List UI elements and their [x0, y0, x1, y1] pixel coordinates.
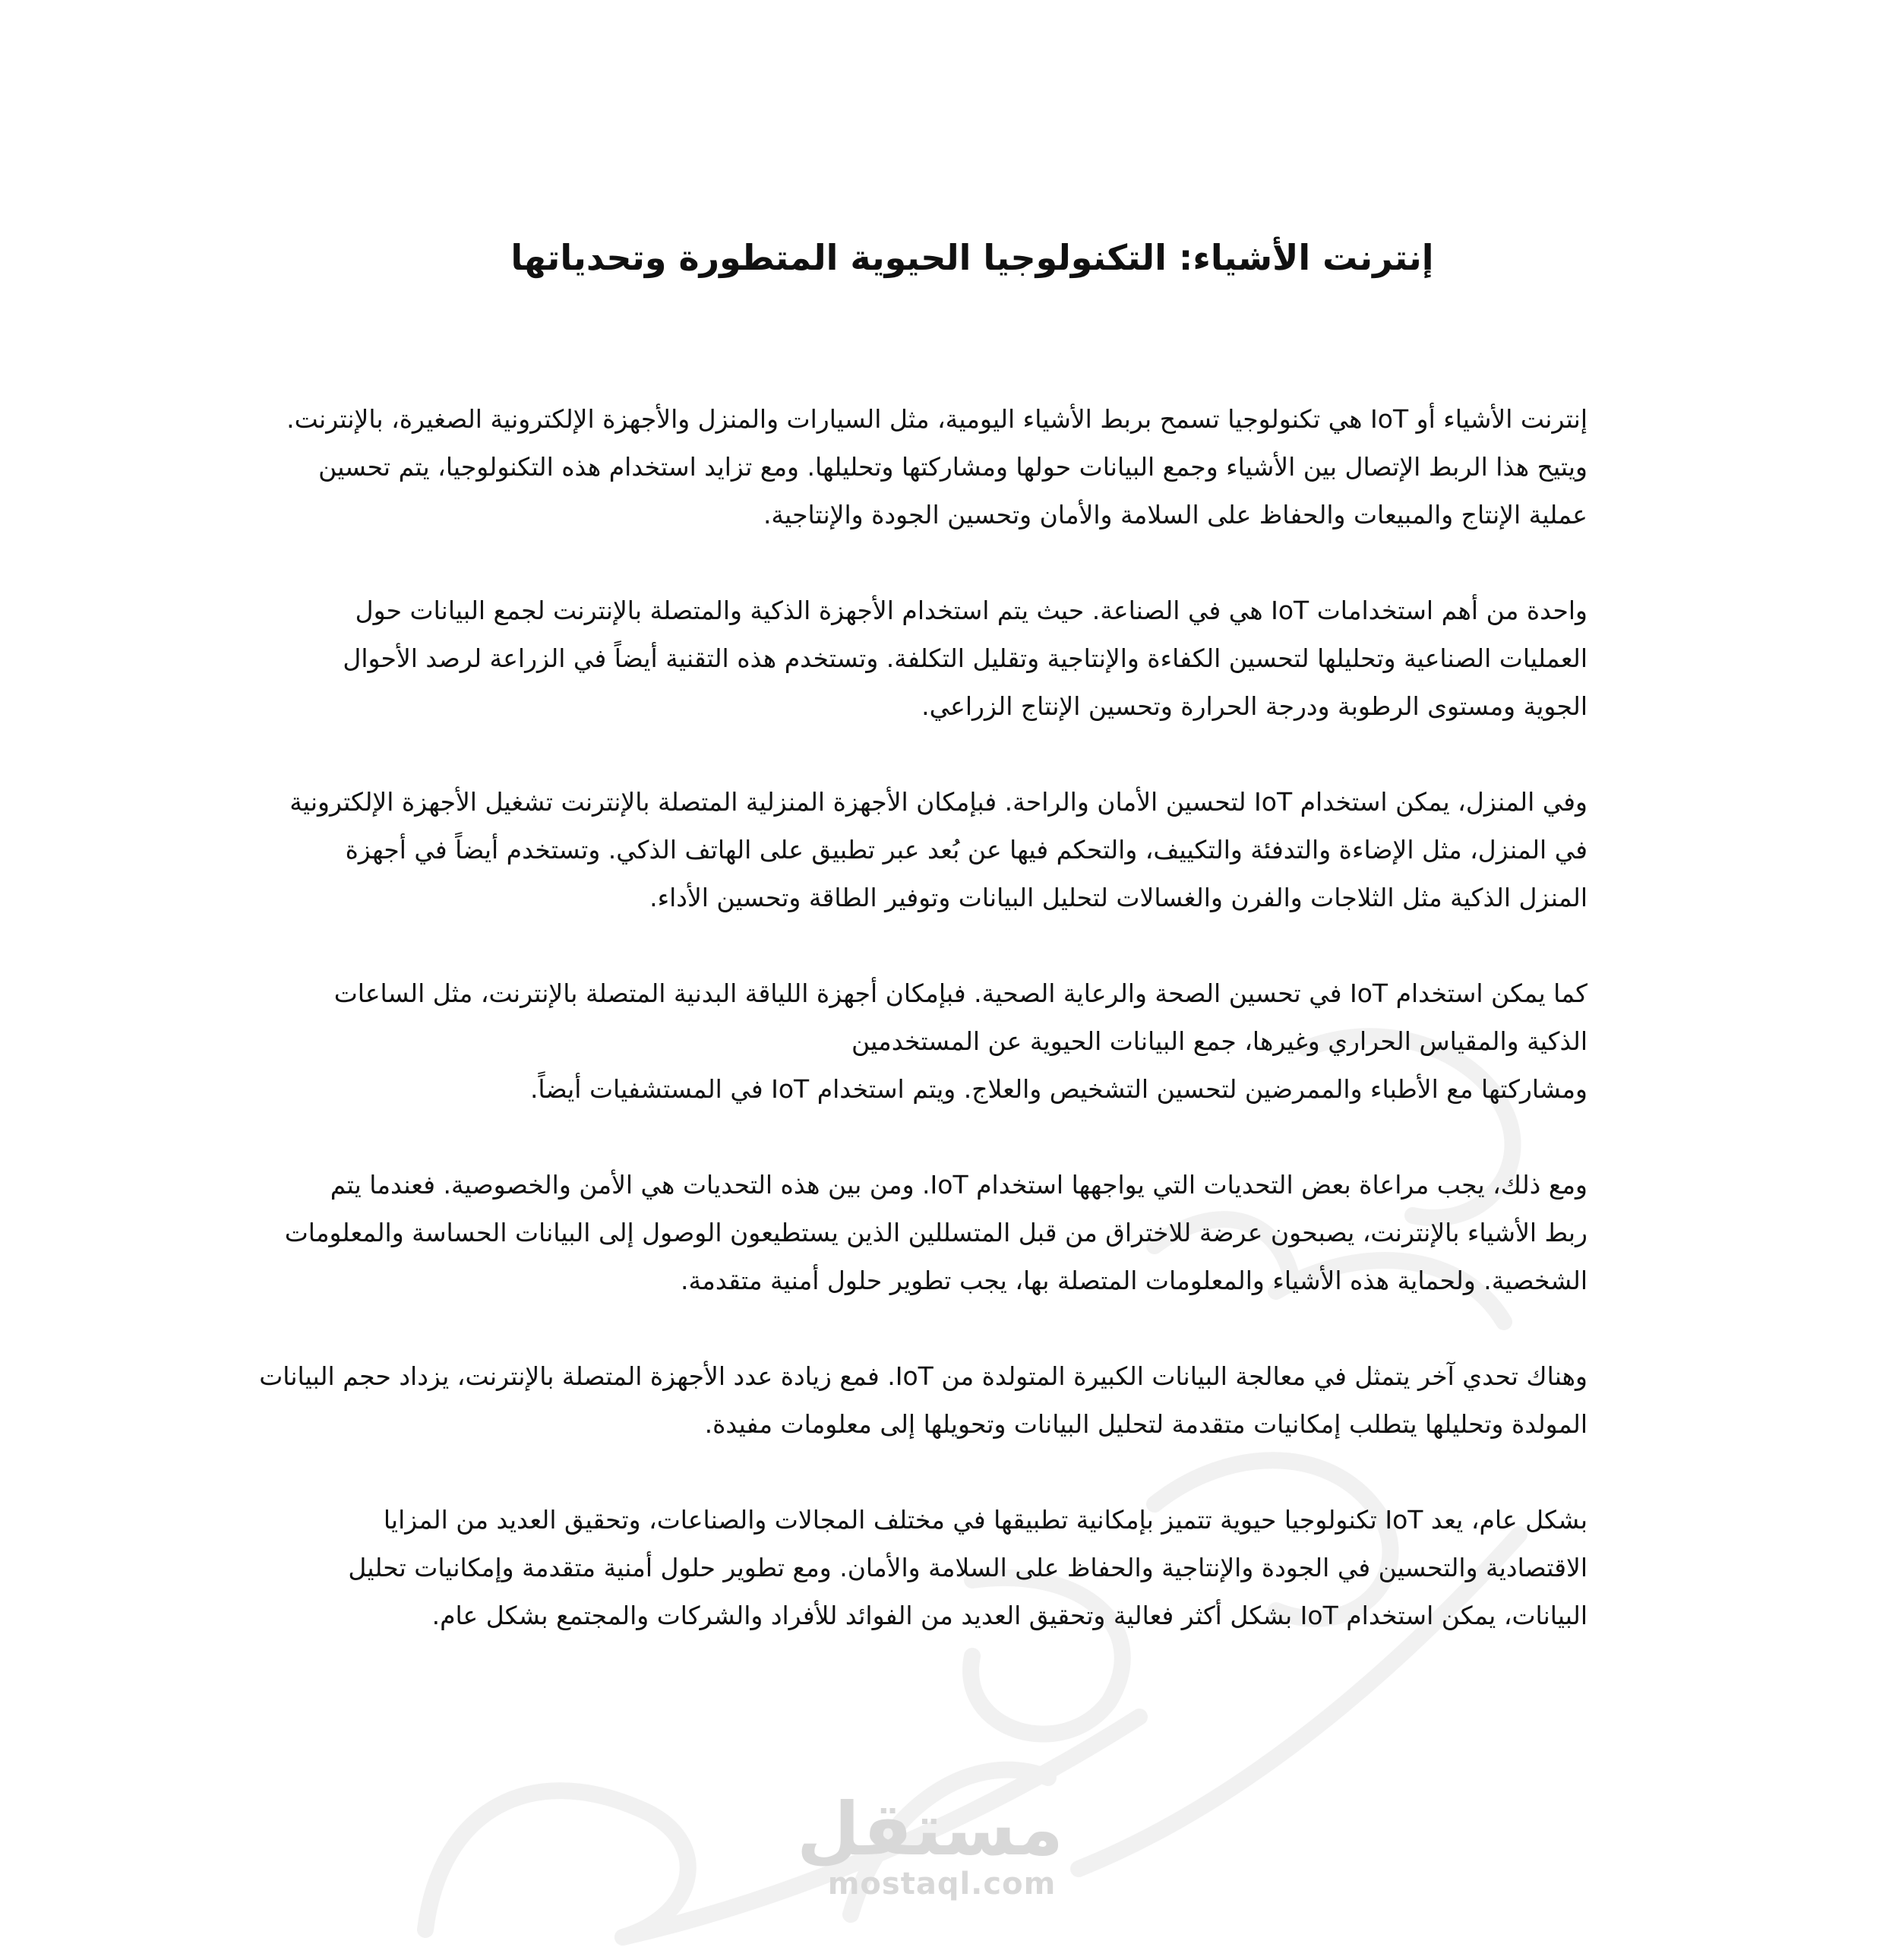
paragraph-line: في المنزل، مثل الإضاءة والتدفئة والتكييف، والتحكم فيها عن بُعد عبر تطبيق على الهاتف الذكي. وتستخدم أيضاً في أجهزة — [345, 834, 1587, 865]
paragraph-line: المولدة وتحليلها يتطلب إمكانيات متقدمة لتحليل البيانات وتحويلها إلى معلومات مفيدة. — [704, 1408, 1587, 1439]
paragraph-line: الشخصية. ولحماية هذه الأشياء والمعلومات المتصلة بها، يجب تطوير حلول أمنية متقدمة. — [680, 1265, 1587, 1295]
logo-arabic-text: مستقل — [796, 1787, 1063, 1872]
paragraph-6 — [220, 1352, 1663, 1448]
paragraph-line: ومع ذلك، يجب مراعاة بعض التحديات التي يواجهها استخدام IoT. ومن بين هذه التحديات هي الأمن والخصوصية. فعندما يتم — [330, 1169, 1587, 1200]
logo-url-text: mostaql.com — [827, 1867, 1057, 1902]
paragraph-line: كما يمكن استخدام IoT في تحسين الصحة والرعاية الصحية. فبإمكان أجهزة اللياقة البدنية المتصلة بالإنترنت، مثل الساعات — [333, 978, 1587, 1008]
paragraph-3 — [220, 778, 1663, 922]
paragraph-line: بشكل عام، يعد IoT تكنولوجيا حيوية تتميز بإمكانية تطبيقها في مختلف المجالات والصناعات، وتحقيق العديد من المزايا — [383, 1504, 1587, 1535]
paragraph-line: البيانات، يمكن استخدام IoT بشكل أكثر فعالية وتحقيق العديد من الفوائد للأفراد والشركات والمجتمع بشكل عام. — [431, 1600, 1587, 1630]
mostaql-logo — [796, 1787, 1063, 1902]
paragraph-1 — [220, 395, 1663, 539]
paragraph-line: ربط الأشياء بالإنترنت، يصبحون عرضة للاختراق من قبل المتسللين الذين يستطيعون الوصول إلى البيانات الحساسة والمعلومات — [284, 1217, 1587, 1247]
paragraph-2 — [220, 586, 1663, 730]
paragraph-line: المنزل الذكية مثل الثلاجات والفرن والغسالات لتحليل البيانات وتوفير الطاقة وتحسين الأداء. — [649, 882, 1587, 912]
paragraph-line: عملية الإنتاج والمبيعات والحفاظ على السلامة والأمان وتحسين الجودة والإنتاجية. — [763, 499, 1587, 530]
paragraph-5 — [220, 1161, 1663, 1304]
paragraph-line: واحدة من أهم استخدامات IoT هي في الصناعة. حيث يتم استخدام الأجهزة الذكية والمتصلة بالإنترنت لجمع البيانات حول — [355, 595, 1587, 625]
paragraph-line: الاقتصادية والتحسين في الجودة والإنتاجية والحفاظ على السلامة والأمان. ومع تطوير حلول أمنية متقدمة وإمكانيات تحليل — [348, 1552, 1587, 1582]
document-title: إنترنت الأشياء: التكنولوجيا الحيوية المتطورة وتحدياتها — [510, 237, 1434, 278]
paragraph-4 — [220, 969, 1663, 1113]
paragraph-7 — [220, 1496, 1663, 1639]
document-body — [220, 236, 1663, 1687]
paragraph-line: وفي المنزل، يمكن استخدام IoT لتحسين الأمان والراحة. فبإمكان الأجهزة المنزلية المتصلة بالإنترنت تشغيل الأجهزة الإلكترونية — [289, 786, 1587, 817]
paragraph-line: ومشاركتها مع الأطباء والممرضين لتحسين التشخيص والعلاج. ويتم استخدام IoT في المستشفيات أيضاً. — [529, 1073, 1587, 1104]
paragraph-line: وهناك تحدي آخر يتمثل في معالجة البيانات الكبيرة المتولدة من IoT. فمع زيادة عدد الأجهزة المتصلة بالإنترنت، يزداد حجم البيانات — [259, 1361, 1587, 1391]
paragraph-line: الذكية والمقياس الحراري وغيرها، جمع البيانات الحيوية عن المستخدمين — [851, 1026, 1587, 1056]
paragraph-line: ويتيح هذا الربط الإتصال بين الأشياء وجمع البيانات حولها ومشاركتها وتحليلها. ومع تزايد استخدام هذه التكنولوجيا، يتم تحسين — [318, 451, 1587, 482]
paragraph-line: العمليات الصناعية وتحليلها لتحسين الكفاءة والإنتاجية وتقليل التكلفة. وتستخدم هذه التقنية أيضاً في الزراعة لرصد الأحوال — [343, 643, 1587, 673]
paragraph-line: إنترنت الأشياء أو IoT هي تكنولوجيا تسمح بربط الأشياء اليومية، مثل السيارات والمنزل والأجهزة الإلكترونية الصغيرة، بالإنترنت. — [286, 403, 1587, 434]
paragraph-line: الجوية ومستوى الرطوبة ودرجة الحرارة وتحسين الإنتاج الزراعي. — [921, 691, 1587, 721]
